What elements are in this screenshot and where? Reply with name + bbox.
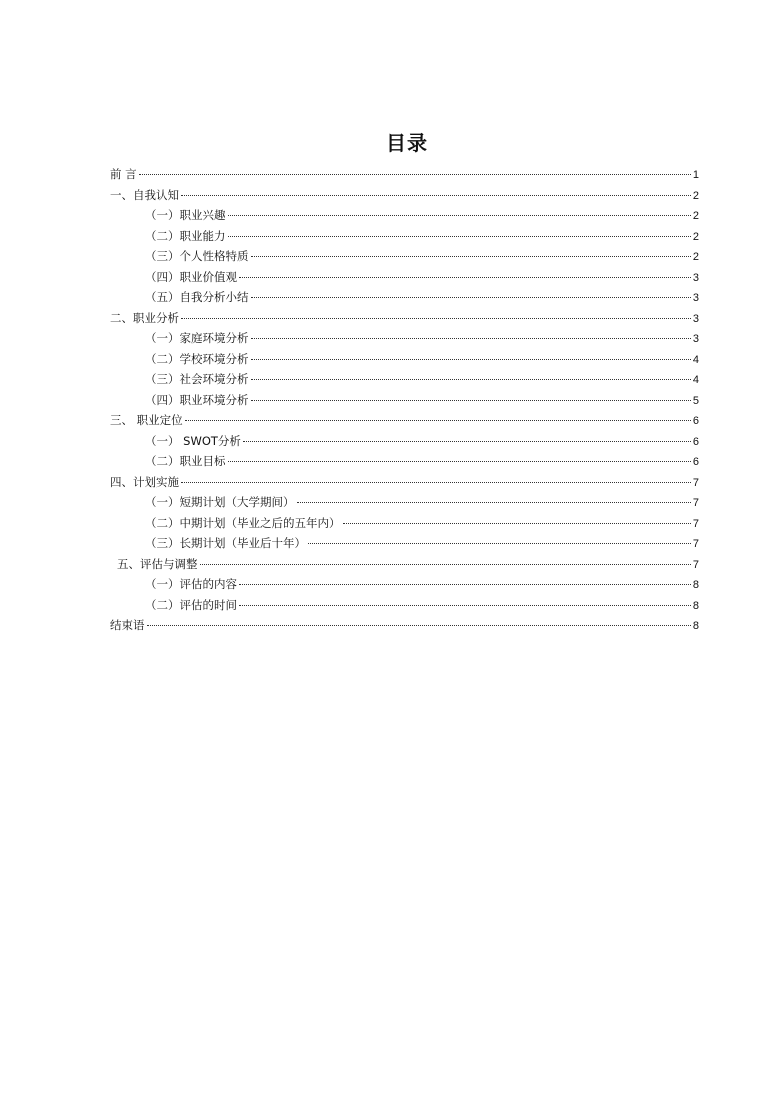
toc-dot-leader [251, 379, 691, 380]
toc-dot-leader [185, 420, 691, 421]
toc-dot-leader [251, 256, 691, 257]
toc-entry[interactable] [110, 595, 699, 616]
toc-dot-leader [308, 543, 691, 544]
toc-entry-label: （三）个人性格特质 [145, 249, 249, 263]
toc-entry[interactable] [110, 615, 699, 636]
toc-dot-leader [181, 482, 691, 483]
toc-page-number: 8 [692, 599, 699, 612]
toc-page-number: 2 [692, 189, 699, 202]
toc-page-number: 1 [692, 169, 699, 181]
toc-page-number: 7 [692, 517, 699, 530]
toc-entry-label: （二）评估的时间 [145, 597, 237, 612]
toc-page-number: 3 [692, 292, 699, 304]
toc-entry[interactable] [110, 328, 699, 349]
toc-page-number: 7 [692, 476, 699, 489]
toc-entry[interactable] [110, 533, 699, 554]
toc-dot-leader [200, 564, 691, 565]
toc-entry-label: （一）评估的内容 [145, 577, 237, 591]
toc-entry-label: （二）职业能力 [145, 228, 226, 243]
toc-dot-leader [228, 215, 691, 216]
toc-page-number: 2 [692, 210, 699, 222]
toc-entry-label: （二）学校环境分析 [145, 351, 249, 366]
toc-entry-label: 一、自我认知 [110, 187, 179, 202]
toc-entry[interactable] [110, 451, 699, 472]
toc-entry[interactable] [110, 308, 699, 329]
toc-entry-label: （二）中期计划（毕业之后的五年内） [145, 515, 341, 530]
toc-dot-leader [243, 441, 691, 442]
toc-page-number: 3 [692, 333, 699, 345]
toc-dot-leader [181, 318, 691, 319]
toc-dot-leader [251, 400, 691, 401]
toc-entry[interactable] [110, 226, 699, 247]
toc-page-number: 6 [692, 456, 699, 468]
toc-dot-leader [239, 584, 691, 585]
toc-entry[interactable] [110, 574, 699, 595]
toc-entry-label: （三）社会环境分析 [145, 372, 249, 386]
toc-page-number: 7 [692, 497, 699, 509]
toc-entry[interactable] [110, 246, 699, 267]
toc-entry-label: 五、评估与调整 [117, 556, 198, 571]
toc-page-number: 8 [692, 620, 699, 632]
toc-page-number: 7 [692, 558, 699, 571]
toc-page-number: 3 [692, 271, 699, 284]
toc-entry-label: 前 言 [110, 167, 137, 181]
toc-page-number: 7 [692, 538, 699, 550]
toc-list [110, 164, 699, 636]
toc-page-number: 6 [692, 435, 699, 448]
toc-entry[interactable] [110, 431, 699, 452]
toc-page-number: 5 [692, 394, 699, 407]
toc-entry-label: 三、 职业定位 [110, 413, 183, 427]
toc-entry[interactable] [110, 185, 699, 206]
toc-dot-leader [228, 236, 691, 237]
toc-entry-label: 二、职业分析 [110, 310, 179, 325]
toc-entry-label: （四）职业价值观 [145, 269, 237, 284]
toc-page-number: 6 [692, 415, 699, 427]
toc-entry[interactable] [110, 390, 699, 411]
toc-entry-label: （一）职业兴趣 [145, 208, 226, 222]
toc-dot-leader [251, 359, 691, 360]
toc-dot-leader [228, 461, 691, 462]
toc-entry-label: （一）短期计划（大学期间） [145, 495, 295, 509]
toc-entry[interactable] [110, 287, 699, 308]
toc-dot-leader [147, 625, 691, 626]
toc-page-number: 2 [692, 251, 699, 263]
toc-entry-label: （二）职业目标 [145, 454, 226, 468]
toc-entry-label: （五）自我分析小结 [145, 290, 249, 304]
toc-dot-leader [239, 605, 691, 606]
toc-entry[interactable] [110, 472, 699, 493]
toc-entry-label: 四、计划实施 [110, 474, 179, 489]
toc-page-number: 2 [692, 230, 699, 243]
toc-dot-leader [239, 277, 691, 278]
toc-entry[interactable] [110, 164, 699, 185]
toc-entry-label: 结束语 [110, 618, 145, 632]
toc-entry-label: （一）家庭环境分析 [145, 331, 249, 345]
toc-dot-leader [251, 338, 691, 339]
toc-dot-leader [297, 502, 691, 503]
toc-entry[interactable] [110, 554, 699, 575]
toc-dot-leader [139, 174, 691, 175]
toc-entry[interactable] [110, 492, 699, 513]
toc-entry-label: （一） SWOT分析 [145, 433, 241, 448]
toc-dot-leader [181, 195, 691, 196]
toc-entry[interactable] [110, 267, 699, 288]
toc-page-number: 4 [692, 353, 699, 366]
toc-entry[interactable] [110, 513, 699, 534]
toc-entry-label: （三）长期计划（毕业后十年） [145, 536, 306, 550]
toc-title: 目录 [386, 131, 428, 155]
toc-page-number: 4 [692, 374, 699, 386]
toc-entry[interactable] [110, 349, 699, 370]
toc-entry-label: （四）职业环境分析 [145, 392, 249, 407]
toc-dot-leader [343, 523, 691, 524]
toc-page-number: 8 [692, 579, 699, 591]
toc-entry[interactable] [110, 410, 699, 431]
toc-entry[interactable] [110, 205, 699, 226]
toc-entry[interactable] [110, 369, 699, 390]
toc-dot-leader [251, 297, 691, 298]
toc-page-number: 3 [692, 312, 699, 325]
